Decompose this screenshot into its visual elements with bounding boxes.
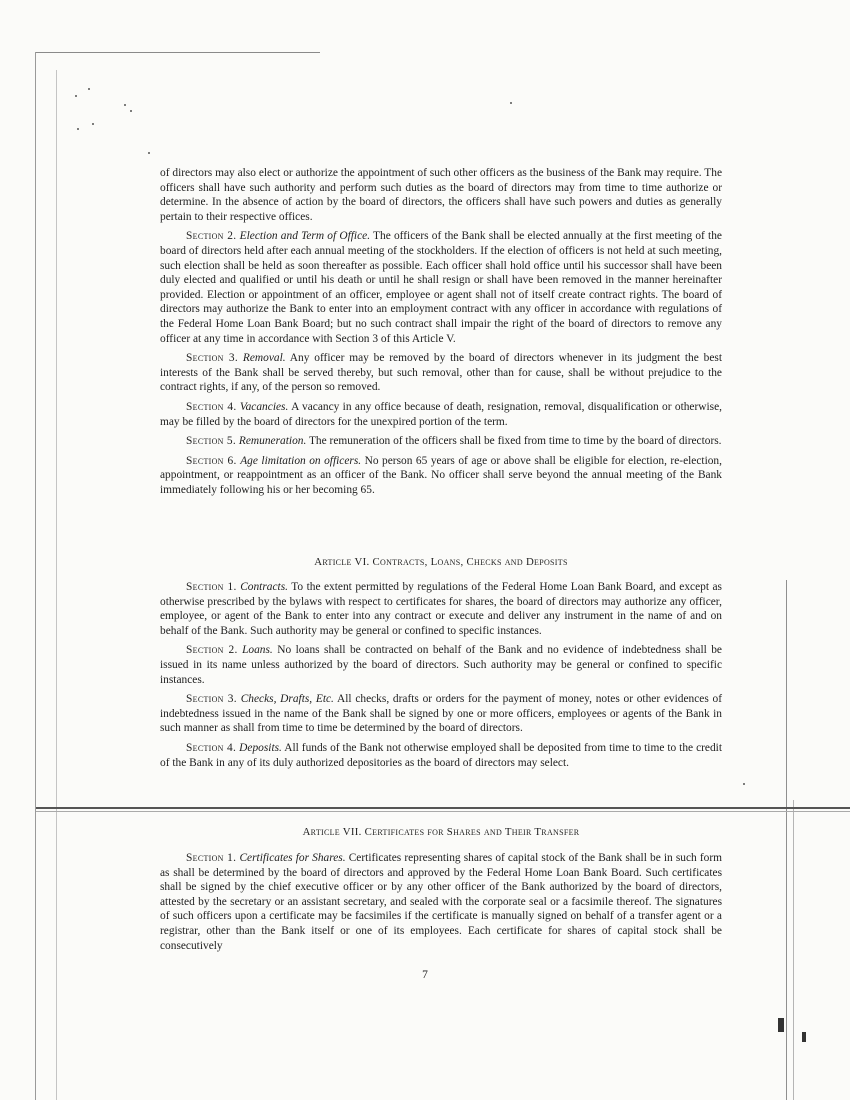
article-vi-section-4 <box>160 741 722 770</box>
article-v-section-5 <box>160 434 722 449</box>
section-label: Section 3. <box>186 352 239 365</box>
article-vi-section-3 <box>160 692 722 736</box>
section-body: No person 65 years of age or above shall be eligible for election, re-election, appointment, or reappointment as an officer of the Bank. No officer shall serve beyond the annual meeting of the Bank immediately following his or her becoming 65. <box>160 454 722 496</box>
article-vii-text <box>160 851 722 958</box>
section-title: Deposits. <box>239 741 282 754</box>
section-title: Checks, Drafts, Etc. <box>240 693 334 706</box>
intro-paragraph: of directors may also elect or authorize the appointment of such other officers as the business of the Bank may require. The officers shall have such authority and perform such duties as the board of directors may from time to time authorize or determine. In the absence of action by the board of directors, the officers shall have such powers and duties as generally pertain to their respective offices. <box>160 167 722 223</box>
section-label: Section 3. <box>186 693 237 706</box>
section-label: Section 5. <box>186 435 237 448</box>
article-v-section-3 <box>160 351 722 395</box>
scan-right-mark <box>802 1032 806 1042</box>
scan-top-rule <box>36 52 320 53</box>
section-body: The officers of the Bank shall be elected annually at the first meeting of the board of directors held after each annual meeting of the stockholders. If the election of officers is not held at such meeting, such election shall be held as soon thereafter as possible. Each officer shall hold office until his successor shall have been duly elected and qualified or until his death or until he shall resign or shall have been removed in the manner hereinafter provided. Election or appointment of an officer, employee or agent shall not of itself create contract rights. The board of directors may authorize the Bank to enter into an employment contract with any officer in accordance with regulations of the Federal Home Loan Bank Board; but no such contract shall impair the right of the board of directors to remove any officer at any time in accordance with Section 3 of this Article V. <box>160 230 722 345</box>
article-vi-text <box>160 580 722 775</box>
section-label: Section 2. <box>186 644 238 657</box>
article-vii-section-1 <box>160 851 722 953</box>
section-body: To the extent permitted by regulations of the Federal Home Loan Bank Board, and except as otherwise prescribed by the bylaws with respect to certificates for shares, the board of directors may authorize any officer, employee, or agent of the Bank to enter into any contract or execute and deliver any instrument in the name of and on behalf of the Bank. Such authority may be general or confined to specific instances. <box>160 581 722 637</box>
scan-speck <box>92 123 94 125</box>
article-vi-section-1 <box>160 580 722 638</box>
section-title: Election and Term of Office. <box>239 230 371 243</box>
scan-speck <box>77 128 79 130</box>
section-title: Removal. <box>242 352 286 365</box>
section-label: Section 2. <box>186 230 237 243</box>
scan-speck <box>148 152 150 154</box>
scan-separator-line-faint <box>36 811 850 812</box>
article-heading-text: Article VI. Contracts, Loans, Checks and Deposits <box>314 556 568 568</box>
section-body: Certificates representing shares of capital stock of the Bank shall be in such form as shall be determined by the board of directors and approved by the Federal Home Loan Bank Board. Such certificates shall be signed by the chief executive officer or by any other officer of the Bank authorized by the board of directors, attested by the secretary or an assistant secretary, and sealed with the corporate seal or a facsimile thereof. The signatures of such officers upon a certificate may be facsimiles if the certificate is manually signed on behalf of a transfer agent or a registrar, other than the Bank itself or one of its employees. Each certificate for shares of capital stock shall be consecutively <box>160 852 722 952</box>
scan-speck <box>88 88 90 90</box>
scan-right-edge <box>786 580 787 1100</box>
section-title: Vacancies. <box>239 400 289 413</box>
article-v-section-2 <box>160 229 722 346</box>
scan-speck <box>130 110 132 112</box>
article-vii-heading <box>160 826 722 838</box>
page-number: 7 <box>422 969 428 981</box>
section-body: The remuneration of the officers shall be fixed from time to time by the board of directors. <box>308 435 722 448</box>
section-body: All funds of the Bank not otherwise employed shall be deposited from time to time to the credit of the Bank in any of its duly authorized depositories as the board of directors may select. <box>160 741 722 769</box>
scan-separator-line <box>36 807 850 809</box>
section-body: Any officer may be removed by the board of directors whenever in its judgment the best interests of the Bank shall be served thereby, but such removal, other than for cause, shall be without prejudice to the contract rights, if any, of the person so removed. <box>160 352 722 394</box>
scan-speck <box>124 104 126 106</box>
section-label: Section 1. <box>186 852 237 864</box>
section-title: Loans. <box>242 644 273 657</box>
section-label: Section 6. <box>186 454 237 467</box>
scan-speck <box>510 102 512 104</box>
section-label: Section 1. <box>186 581 237 593</box>
scan-left-edge <box>35 52 36 1100</box>
section-title: Contracts. <box>240 581 288 593</box>
article-heading-text: Article VII. Certificates for Shares and Their Transfer <box>302 826 580 838</box>
scan-speck <box>75 95 77 97</box>
section-label: Section 4. <box>186 741 237 754</box>
section-body: A vacancy in any office because of death, resignation, removal, disqualification or otherwise, may be filled by the board of directors for the unexpired portion of the term. <box>160 400 723 428</box>
section-body: No loans shall be contracted on behalf of the Bank and no evidence of indebtedness shall be issued in its name unless authorized by the board of directors. Such authority may be general or confined to specific instances. <box>160 644 722 686</box>
article-v-text <box>160 166 722 502</box>
section-label: Section 4. <box>186 400 237 413</box>
section-body: All checks, drafts or orders for the payment of money, notes or other evidences of indebtedness issued in the name of the Bank shall be signed by one or more officers, employees or agents of the Bank in such manner as shall from time to time be determined by the board of directors. <box>160 693 722 735</box>
scan-left-edge-inner <box>56 70 57 1100</box>
article-v-section-4 <box>160 400 722 429</box>
article-vi-heading <box>160 556 722 568</box>
section-title: Age limitation on officers. <box>240 454 362 467</box>
scan-right-mark <box>778 1018 784 1032</box>
section-title: Certificates for Shares. <box>239 852 346 864</box>
article-v-section-6 <box>160 454 722 498</box>
scan-speck <box>743 783 745 785</box>
section-title: Remuneration. <box>238 435 307 448</box>
scan-right-edge-inner <box>793 800 794 1100</box>
article-vi-section-2 <box>160 643 722 687</box>
